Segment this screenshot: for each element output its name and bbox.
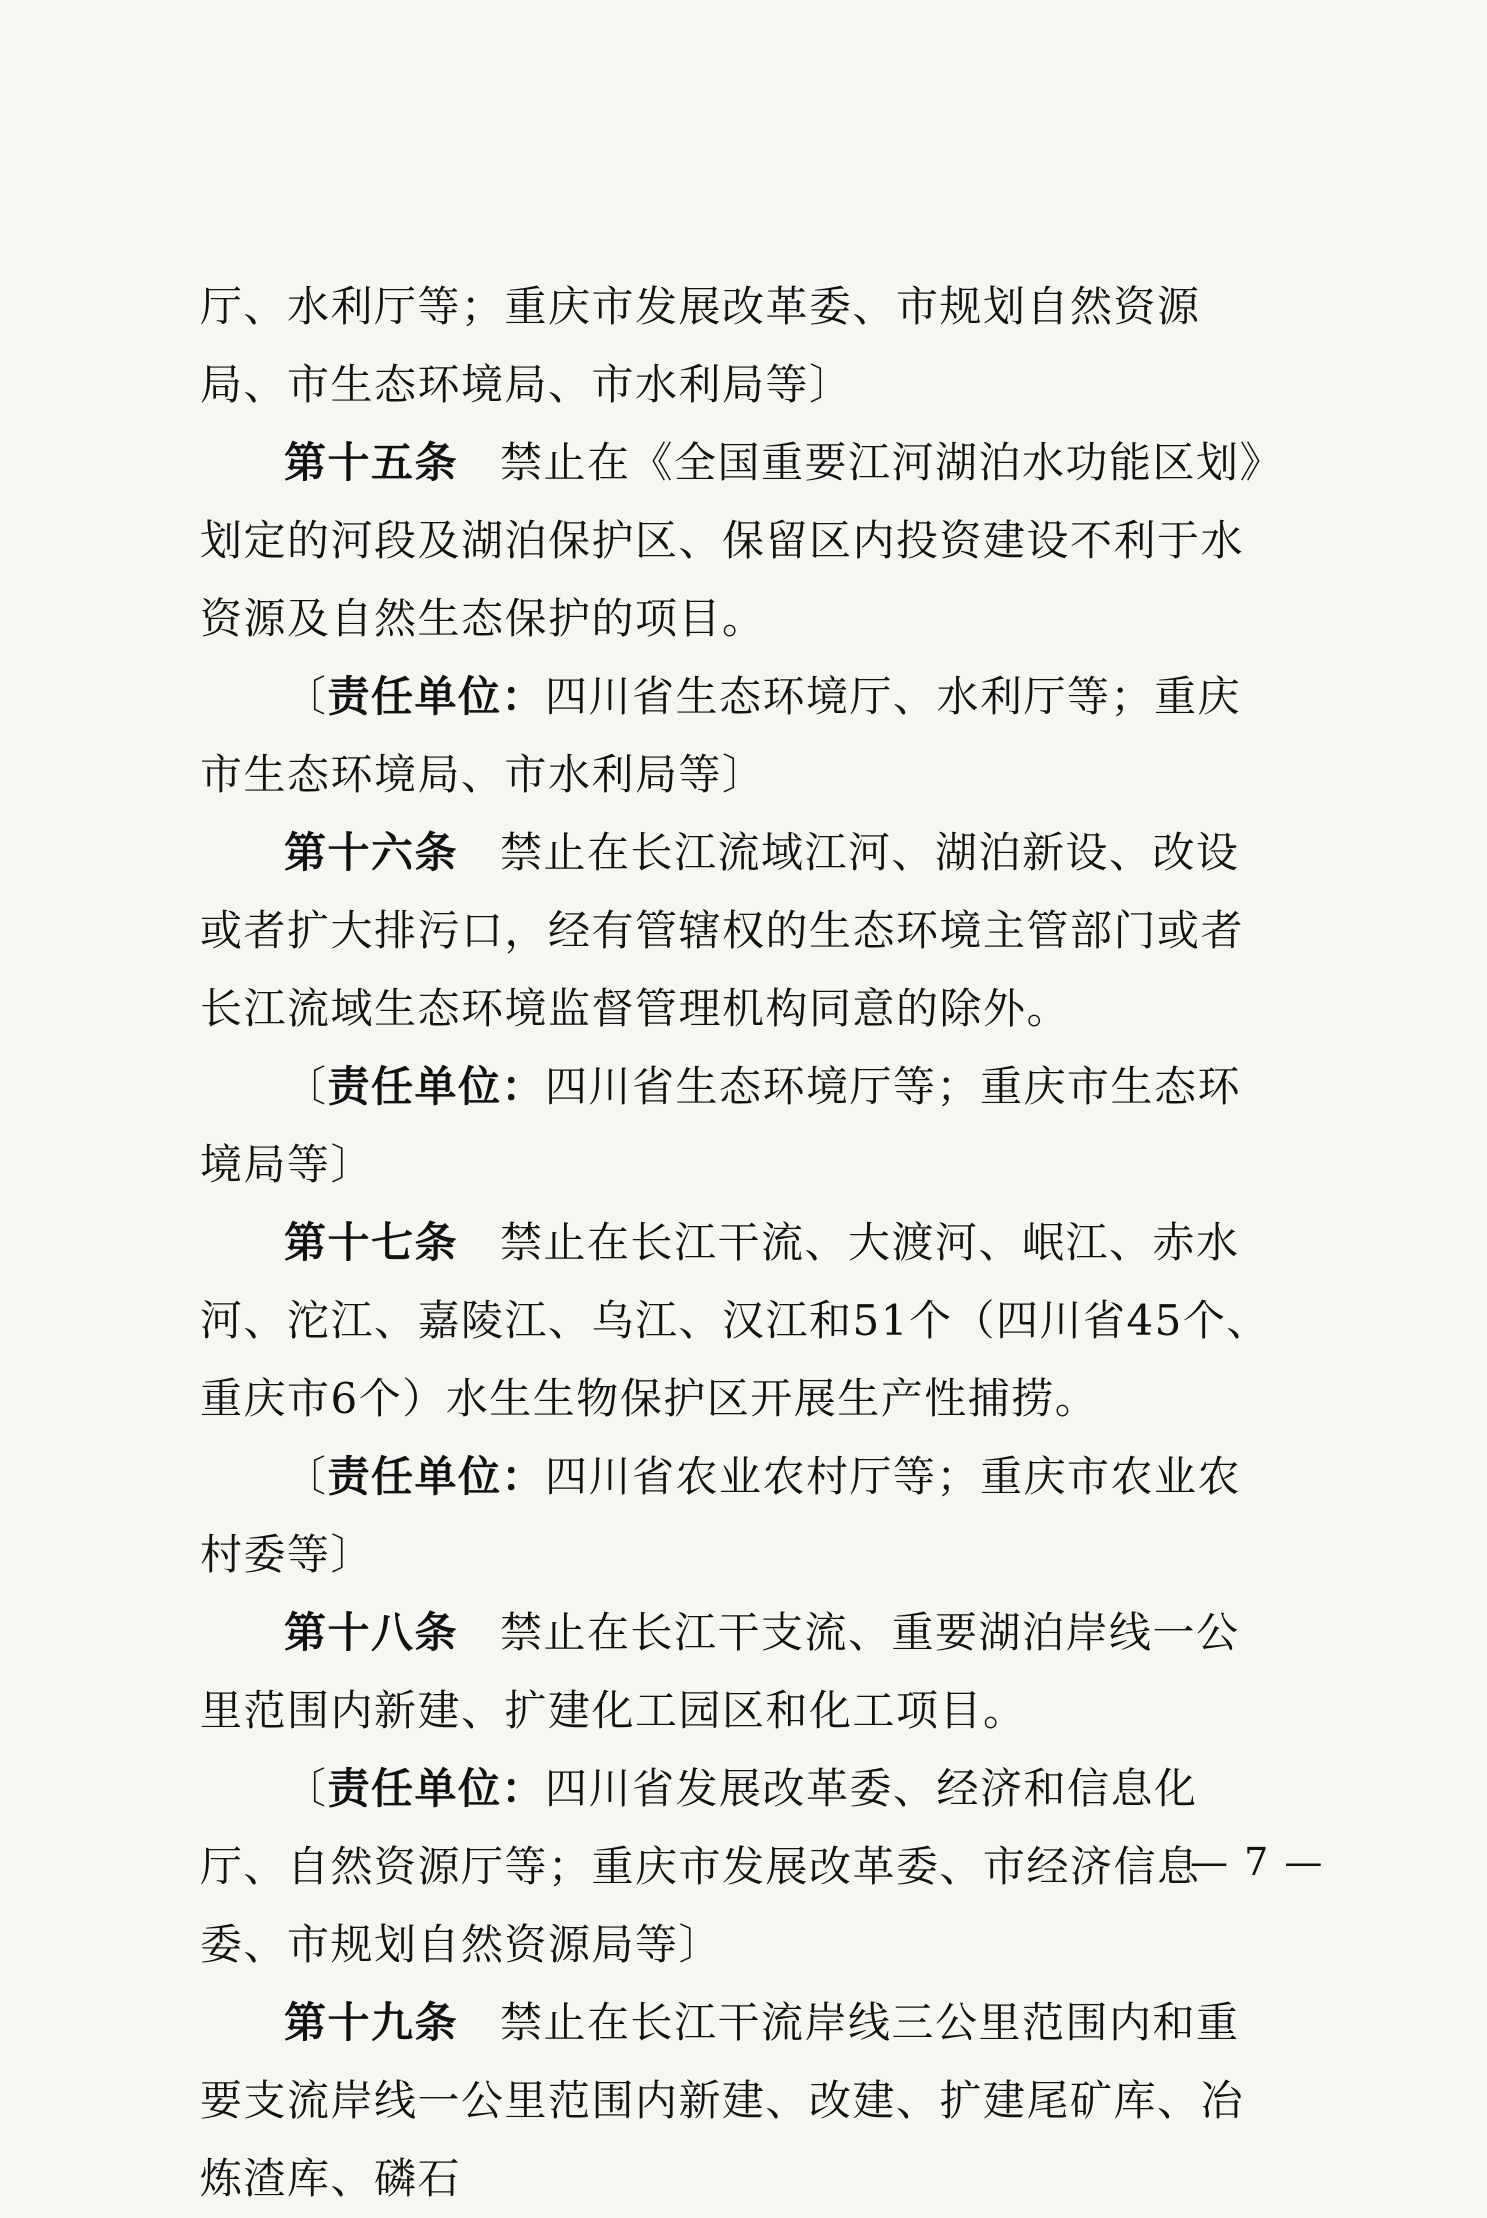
article-19 xyxy=(200,1984,1272,2218)
responsibility-text: 四川省农业农村厅等；重庆市农业农村委等〕 xyxy=(200,1452,1242,1579)
responsibility-16 xyxy=(200,1048,1272,1204)
responsibility-15 xyxy=(200,658,1272,814)
bracket-open: 〔 xyxy=(284,1452,328,1501)
article-title: 第十五条 xyxy=(284,438,459,487)
responsibility-label: 责任单位： xyxy=(327,1764,546,1813)
article-text: 禁止在长江干流、大渡河、岷江、赤水河、沱江、嘉陵江、乌江、汉江和51个（四川省45个、重庆市6个）水生生物保护区开展生产性捕捞。 xyxy=(200,1218,1270,1423)
article-title: 第十九条 xyxy=(284,1998,459,2047)
article-15 xyxy=(200,424,1272,658)
article-text: 禁止在长江干支流、重要湖泊岸线一公里范围内新建、扩建化工园区和化工项目。 xyxy=(200,1608,1240,1735)
responsibility-18 xyxy=(200,1750,1272,1984)
body-text xyxy=(200,268,1272,2218)
article-text: 禁止在长江流域江河、湖泊新设、改设或者扩大排污口，经有管辖权的生态环境主管部门或者长江流域生态环境监督管理机构同意的除外。 xyxy=(200,828,1245,1033)
article-title: 第十七条 xyxy=(284,1218,459,1267)
bracket-open: 〔 xyxy=(284,672,328,721)
responsibility-17 xyxy=(200,1438,1272,1594)
article-16 xyxy=(200,814,1272,1048)
responsibility-text: 四川省生态环境厅、水利厅等；重庆市生态环境局、市水利局等〕 xyxy=(200,672,1242,799)
responsibility-label: 责任单位： xyxy=(327,1062,546,1111)
article-title: 第十八条 xyxy=(284,1608,459,1657)
article-title: 第十六条 xyxy=(284,828,459,877)
bracket-open: 〔 xyxy=(284,1062,328,1111)
page-number: — 7 — xyxy=(1190,1840,1325,1884)
article-18 xyxy=(200,1594,1272,1750)
article-text: 禁止在长江干流岸线三公里范围内和重要支流岸线一公里范围内新建、改建、扩建尾矿库、冶炼渣库、磷石 xyxy=(200,1998,1245,2203)
article-17 xyxy=(200,1204,1272,1438)
paragraph-continuation xyxy=(200,268,1272,424)
responsibility-text: 四川省发展改革委、经济和信息化厅、自然资源厅等；重庆市发展改革委、市经济信息委、市规划自然资源局等〕 xyxy=(200,1764,1201,1969)
responsibility-text: 四川省生态环境厅等；重庆市生态环境局等〕 xyxy=(200,1062,1242,1189)
bracket-open: 〔 xyxy=(284,1764,328,1813)
responsibility-label: 责任单位： xyxy=(327,1452,546,1501)
responsibility-label: 责任单位： xyxy=(327,672,546,721)
article-text: 禁止在《全国重要江河湖泊水功能区划》划定的河段及湖泊保护区、保留区内投资建设不利于水资源及自然生态保护的项目。 xyxy=(200,438,1263,643)
paragraph-text: 厅、水利厅等；重庆市发展改革委、市规划自然资源局、市生态环境局、市水利局等〕 xyxy=(200,282,1201,409)
